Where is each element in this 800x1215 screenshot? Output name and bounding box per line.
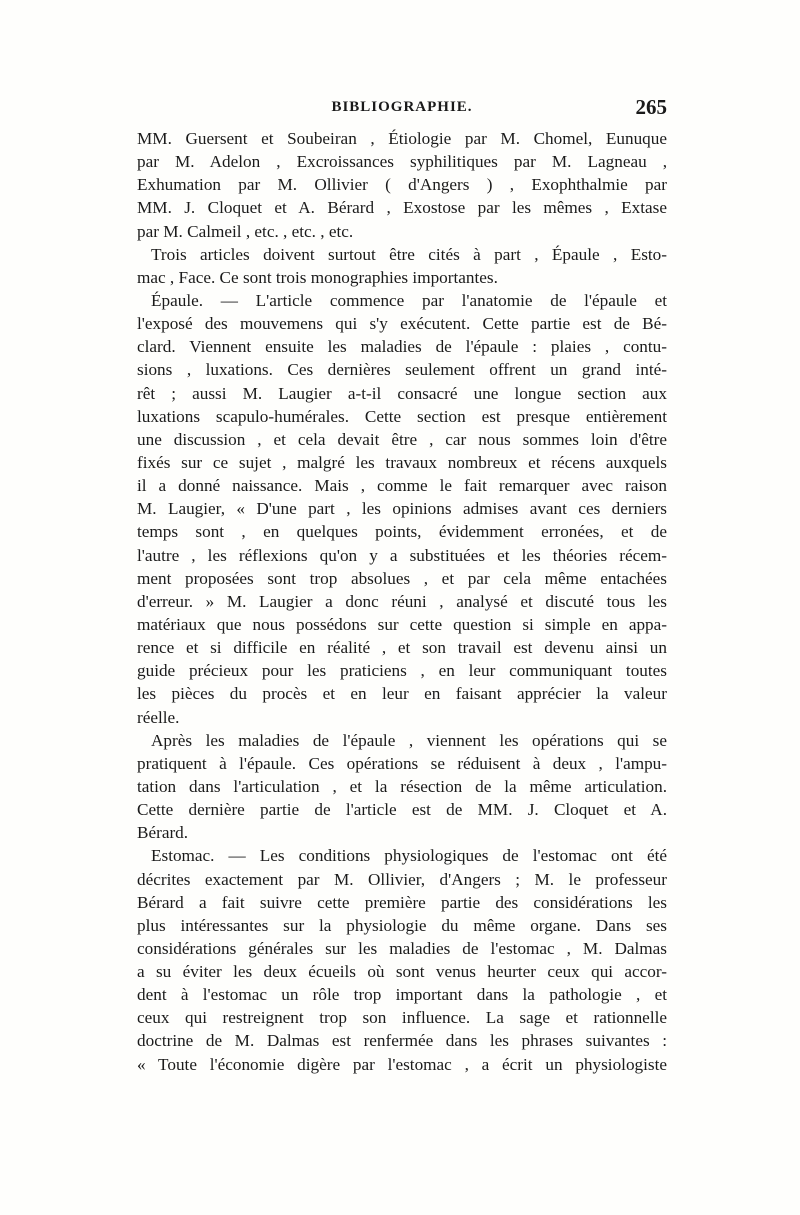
page-number: 265 [635,95,667,119]
text-line: Trois articles doivent surtout être cités à part , Épaule , Esto- [151,244,667,264]
text-line: temps sont , en quelques points, évidemment erronées, et de [137,522,667,542]
text-line: l'autre , les réflexions qu'on y a substituées et les théories récem- [137,545,667,565]
body-text [137,127,667,1076]
text-line: plus intéressantes sur la physiologie du même organe. Dans ses [137,915,667,935]
text-line: l'exposé des mouvemens qui s'y exécutent. Cette partie est de Bé- [137,314,667,334]
text-line: Après les maladies de l'épaule , viennent les opérations qui se [151,730,667,750]
text-line: a su éviter les deux écueils où sont venus heurter ceux qui accor- [137,962,667,982]
text-line: il a donné naissance. Mais , comme le fait remarquer avec raison [137,476,667,496]
text-line: « Toute l'économie digère par l'estomac , a écrit un physiologiste [137,1054,667,1074]
text-line: rence et si difficile en réalité , et son travail est devenu ainsi un [137,638,667,658]
text-line: fixés sur ce sujet , malgré les travaux nombreux et récens auxquels [137,452,667,472]
text-line: M. Laugier, « D'une part , les opinions admises avant ces derniers [137,499,667,519]
text-line: Bérard a fait suivre cette première partie des considérations les [137,892,667,912]
text-line: Estomac. — Les conditions physiologiques de l'estomac ont été [151,846,667,866]
text-line: Cette dernière partie de l'article est de MM. J. Cloquet et A. [137,800,667,820]
text-line: luxations scapulo-humérales. Cette section est presque entièrement [137,406,667,426]
text-line: doctrine de M. Dalmas est renfermée dans les phrases suivantes : [137,1031,667,1051]
text-line: rêt ; aussi M. Laugier a-t-il consacré une longue section aux [137,383,667,403]
text-line: décrites exactement par M. Ollivier, d'Angers ; M. le professeur [137,869,667,889]
text-line: MM. J. Cloquet et A. Bérard , Exostose par les mêmes , Extase [137,198,667,218]
text-line: d'erreur. » M. Laugier a donc réuni , analysé et discuté tous les [137,591,667,611]
text-line: sions , luxations. Ces dernières seulement offrent un grand inté- [137,360,667,380]
text-line: réelle. [137,707,180,727]
text-line: par M. Adelon , Excroissances syphilitiques par M. Lagneau , [137,152,667,172]
text-line: une discussion , et cela devait être , car nous sommes loin d'être [137,429,667,449]
text-line: par M. Calmeil , etc. , etc. , etc. [137,221,354,241]
text-line: ment proposées sont trop absolues , et par cela même entachées [137,568,667,588]
text-line: clard. Viennent ensuite les maladies de l'épaule : plaies , contu- [137,337,667,357]
text-line: MM. Guersent et Soubeiran , Étiologie par M. Chomel, Eunuque [137,129,667,148]
text-line: Exhumation par M. Ollivier ( d'Angers ) , Exophthalmie par [137,175,667,195]
text-line: considérations générales sur les maladies de l'estomac , M. Dalmas [137,938,667,958]
text-line: Épaule. — L'article commence par l'anatomie de l'épaule et [151,290,667,310]
text-line: les pièces du procès et en leur en faisant apprécier la valeur [137,684,667,704]
text-line: matériaux que nous possédons sur cette question si simple en appa- [137,614,667,634]
running-title: BIBLIOGRAPHIE. [331,99,473,115]
text-line: tation dans l'articulation , et la résection de la même articulation. [137,776,667,796]
text-line: Bérard. [137,823,189,843]
page-header [137,95,667,121]
text-line: pratiquent à l'épaule. Ces opérations se réduisent à deux , l'ampu- [137,753,667,773]
text-line: mac , Face. Ce sont trois monographies importantes. [137,267,498,287]
text-line: guide précieux pour les praticiens , en leur communiquant toutes [137,661,667,681]
text-line: dent à l'estomac un rôle trop important dans la pathologie , et [137,985,667,1005]
text-line: ceux qui restreignent trop son influence. La sage et rationnelle [137,1008,667,1028]
